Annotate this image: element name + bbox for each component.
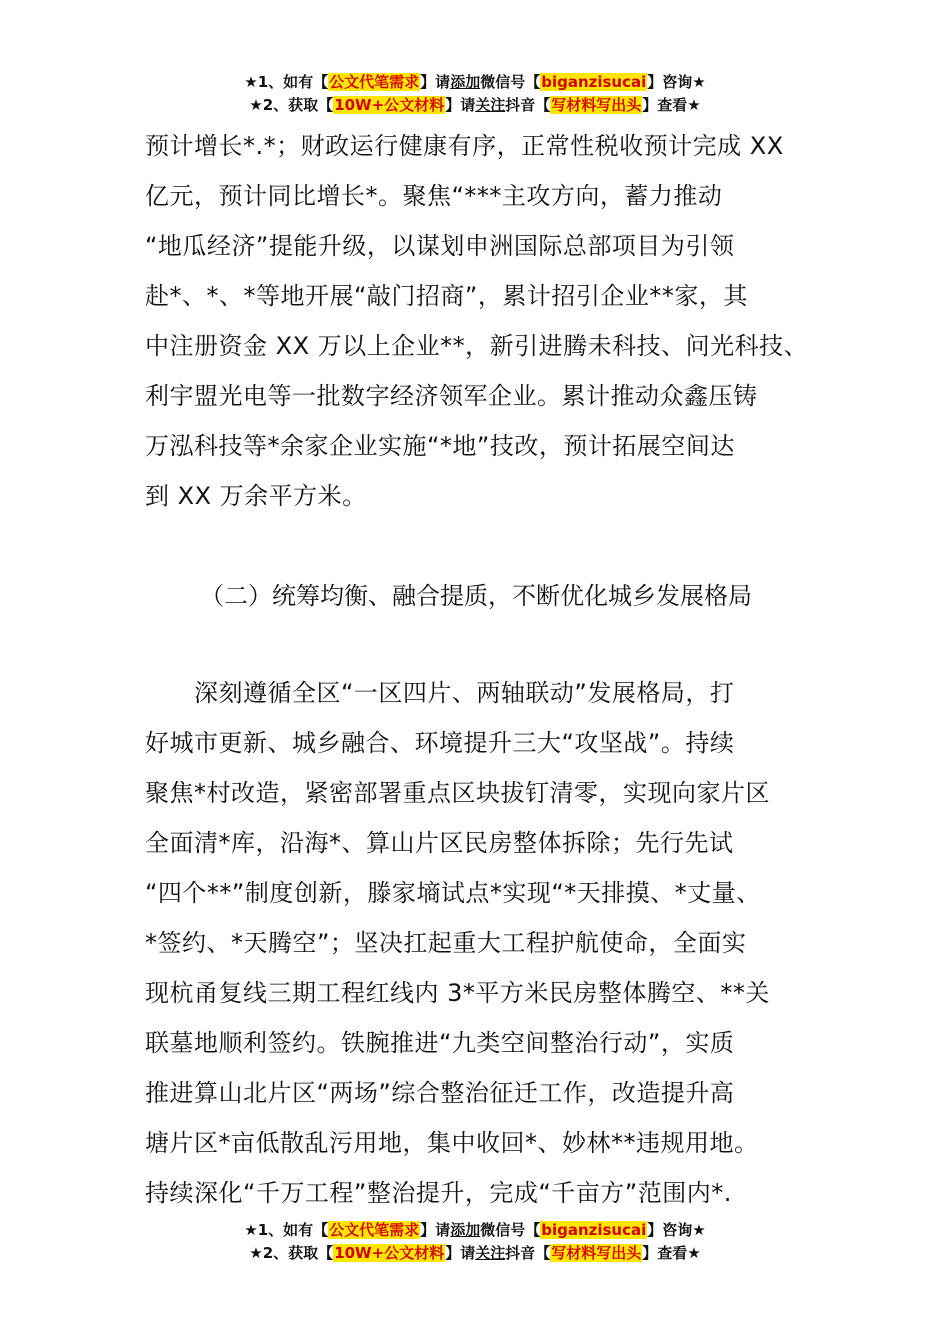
highlighted-text: 公文代笔需求 <box>329 1221 420 1239</box>
text-line: 全面清*库，沿海*、算山片区民房整体拆除；先行先试 <box>145 829 734 857</box>
section-heading: （二）统筹均衡、融合提质，不断优化城乡发展格局 <box>200 582 752 610</box>
highlighted-text: 公文代笔需求 <box>329 73 420 91</box>
text-line: 联墓地顺利签约。铁腕推进“九类空间整治行动”，实质 <box>145 1029 735 1057</box>
banner-text: ★2、获取【 <box>249 96 334 114</box>
banner-text: ★1、如有【 <box>244 1221 329 1239</box>
banner-text: ★1、如有【 <box>244 73 329 91</box>
underlined-text: 关注 <box>475 96 506 114</box>
text-line: 到 XX 万余平方米。 <box>145 482 367 510</box>
banner-text: 】查看★ <box>642 1244 701 1262</box>
banner-text: 微信号【 <box>480 73 541 91</box>
body-paragraph-2 <box>145 668 825 1218</box>
body-paragraph-1 <box>145 121 825 521</box>
text-line: 亿元，预计同比增长*。聚焦“***主攻方向，蓄力推动 <box>145 182 723 210</box>
promo-banner-line-2 <box>0 94 950 116</box>
highlighted-text: 写材料写出头 <box>551 96 642 114</box>
banner-text: 】咨询★ <box>647 1221 706 1239</box>
text-line: 好城市更新、城乡融合、环境提升三大“攻坚战”。持续 <box>145 729 735 757</box>
text-line: 预计增长*.*；财政运行健康有序，正常性税收预计完成 XX <box>145 132 784 160</box>
highlighted-text: 写材料写出头 <box>551 1244 642 1262</box>
text-line: 中注册资金 XX 万以上企业**，新引进腾未科技、问光科技、 <box>145 332 809 360</box>
text-line: “地瓜经济”提能升级，以谋划申洲国际总部项目为引领 <box>145 232 735 260</box>
text-line: 聚焦*村改造，紧密部署重点区块拔钉清零，实现向家片区 <box>145 779 770 807</box>
highlighted-text: biganzisucai <box>541 1221 647 1239</box>
banner-text: 抖音【 <box>505 1244 551 1262</box>
banner-text: 】请 <box>445 1244 476 1262</box>
text-line: “四个**”制度创新，滕家墒试点*实现“*天排摸、*丈量、 <box>145 879 761 907</box>
text-line: 现杭甬复线三期工程红线内 3*平方米民房整体腾空、**关 <box>145 979 770 1007</box>
banner-text: 】咨询★ <box>647 73 706 91</box>
text-line: 深刻遵循全区“一区四片、两轴联动”发展格局，打 <box>145 679 735 707</box>
text-line: 赴*、*、*等地开展“敲门招商”，累计招引企业**家，其 <box>145 282 748 310</box>
promo-banner-footer-line-1 <box>0 1219 950 1241</box>
underlined-text: 添加 <box>450 73 481 91</box>
banner-text: 】请 <box>420 73 451 91</box>
banner-text: 抖音【 <box>505 96 551 114</box>
text-line: *签约、*天腾空”；坚决扛起重大工程护航使命，全面实 <box>145 929 747 957</box>
banner-text: 微信号【 <box>480 1221 541 1239</box>
underlined-text: 关注 <box>475 1244 506 1262</box>
banner-text: 】请 <box>420 1221 451 1239</box>
banner-text: 】请 <box>445 96 476 114</box>
promo-banner-line-1 <box>0 71 950 93</box>
banner-text: ★2、获取【 <box>249 1244 334 1262</box>
text-line: 利宇盟光电等一批数字经济领军企业。累计推动众鑫压铸 <box>145 382 758 410</box>
highlighted-text: 10W+公文材料 <box>334 96 445 114</box>
text-line: 持续深化“千万工程”整治提升，完成“千亩方”范围内*. <box>145 1179 732 1207</box>
promo-banner-footer-line-2 <box>0 1242 950 1264</box>
highlighted-text: biganzisucai <box>541 73 647 91</box>
text-line: 塘片区*亩低散乱污用地，集中收回*、妙林**违规用地。 <box>145 1129 759 1157</box>
banner-text: 】查看★ <box>642 96 701 114</box>
underlined-text: 添加 <box>450 1221 481 1239</box>
text-line: 推进算山北片区“两场”综合整治征迁工作，改造提升高 <box>145 1079 735 1107</box>
text-line: 万泓科技等*余家企业实施“*地”技改，预计拓展空间达 <box>145 432 735 460</box>
highlighted-text: 10W+公文材料 <box>334 1244 445 1262</box>
